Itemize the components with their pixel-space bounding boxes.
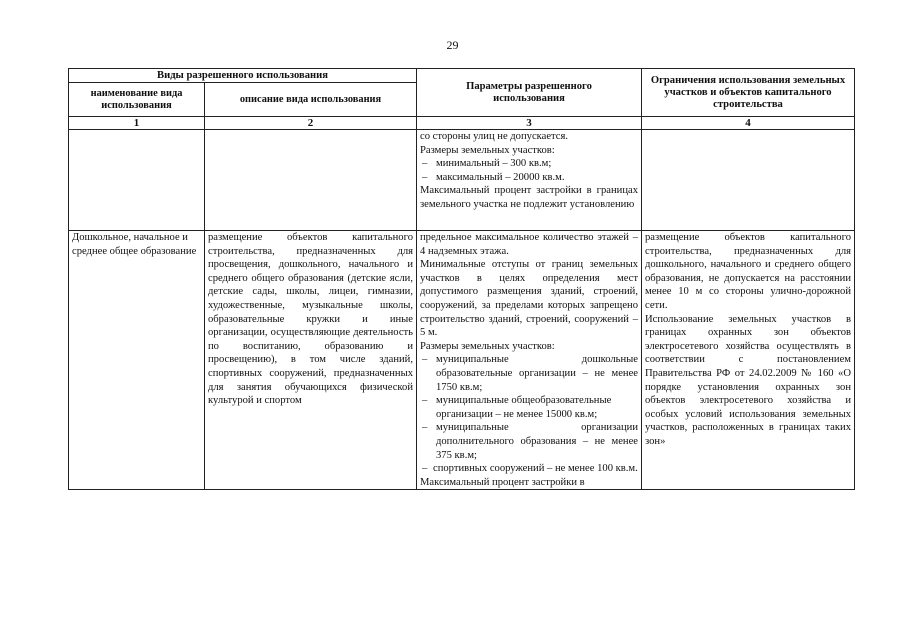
column-number-4: 4 xyxy=(642,117,855,130)
land-use-table xyxy=(68,68,855,490)
parameters-intro: со стороны улиц не допускается. xyxy=(420,131,569,142)
header-restrictions: Ограничения использования земельных участков и объектов капитального строительства xyxy=(642,69,855,117)
page-number: 29 xyxy=(446,38,459,52)
list-item: – муниципальные дошкольные образовательные организации – не менее 1750 кв.м; xyxy=(422,354,638,393)
list-item: – муниципальные организации дополнительного образования – не менее 375 кв.м; xyxy=(422,422,638,461)
header-use-name: наименование вида использования xyxy=(69,83,205,117)
parameters-outro: Максимальный процент застройки в границах земельного участка не подлежит установлению xyxy=(420,185,638,210)
list-item: – максимальный – 20000 кв.м. xyxy=(422,171,565,183)
parameters-sizes-label: Размеры земельных участков: xyxy=(420,144,555,156)
column-number-2: 2 xyxy=(205,117,417,130)
parameters-outro: Максимальный процент застройки в xyxy=(420,476,585,488)
list-item: – минимальный – 300 кв.м; xyxy=(422,158,552,170)
parameters-setbacks: Минимальные отступы от границ земельных участков в целях определения мест допустимого размещения зданий, строений, сооружений, за пределами которых запрещено строительство зданий, строений, сооружений – 5 м. xyxy=(420,259,638,339)
list-item: – муниципальные общеобразовательные организации – не менее 15000 кв.м; xyxy=(422,395,612,420)
column-number-1: 1 xyxy=(69,117,205,130)
restrictions-cell xyxy=(642,231,855,490)
restrictions-paragraph: Использование земельных участков в границах охранных зон объектов электросетевого хозяйства осуществлять в соответствии с постановлением Правительства РФ от 24.02.2009 № 160 «О порядке установления охранных зон объектов электросетевого хозяйства и особых условий использования земельных участков, расположенных в границах таких зон» xyxy=(645,313,851,447)
use-name-cell xyxy=(69,130,205,231)
table-row xyxy=(69,231,855,490)
restrictions-paragraph: размещение объектов капитального строительства, предназначенных для дошкольного, начального и среднего общего образования, не допускается на расстоянии менее 10 м со стороны улично-дорожной сети. xyxy=(645,232,851,311)
restrictions-cell xyxy=(642,130,855,231)
use-name-cell: Дошкольное, начальное и среднее общее образование xyxy=(69,231,205,490)
parameters-cell xyxy=(417,231,642,490)
table-row xyxy=(69,130,855,231)
use-description-cell xyxy=(205,130,417,231)
header-use-description: описание вида использования xyxy=(205,83,417,117)
list-item: – спортивных сооружений – не менее 100 кв.м. xyxy=(422,463,638,475)
column-number-3: 3 xyxy=(417,117,642,130)
parameters-cell xyxy=(417,130,642,231)
header-parameters: Параметры разрешенного использования xyxy=(417,69,642,117)
header-permitted-use-types: Виды разрешенного использования xyxy=(69,69,417,83)
use-description-cell: размещение объектов капитального строительства, предназначенных для просвещения, дошкольного, начального и среднего общего образования (детские ясли, детские сады, школы, лицеи, гимназии, художественные, музыкальные школы, образовательные кружки и иные организации, осуществляющие деятельность по воспитанию, образованию и просвещению), в том числе зданий, спортивных сооружений, предназначенных для занятия обучающихся физической культурой и спортом xyxy=(205,231,417,490)
parameters-intro: предельное максимальное количество этажей – 4 надземных этажа. xyxy=(420,232,638,257)
parameters-sizes-label: Размеры земельных участков: xyxy=(420,340,555,352)
